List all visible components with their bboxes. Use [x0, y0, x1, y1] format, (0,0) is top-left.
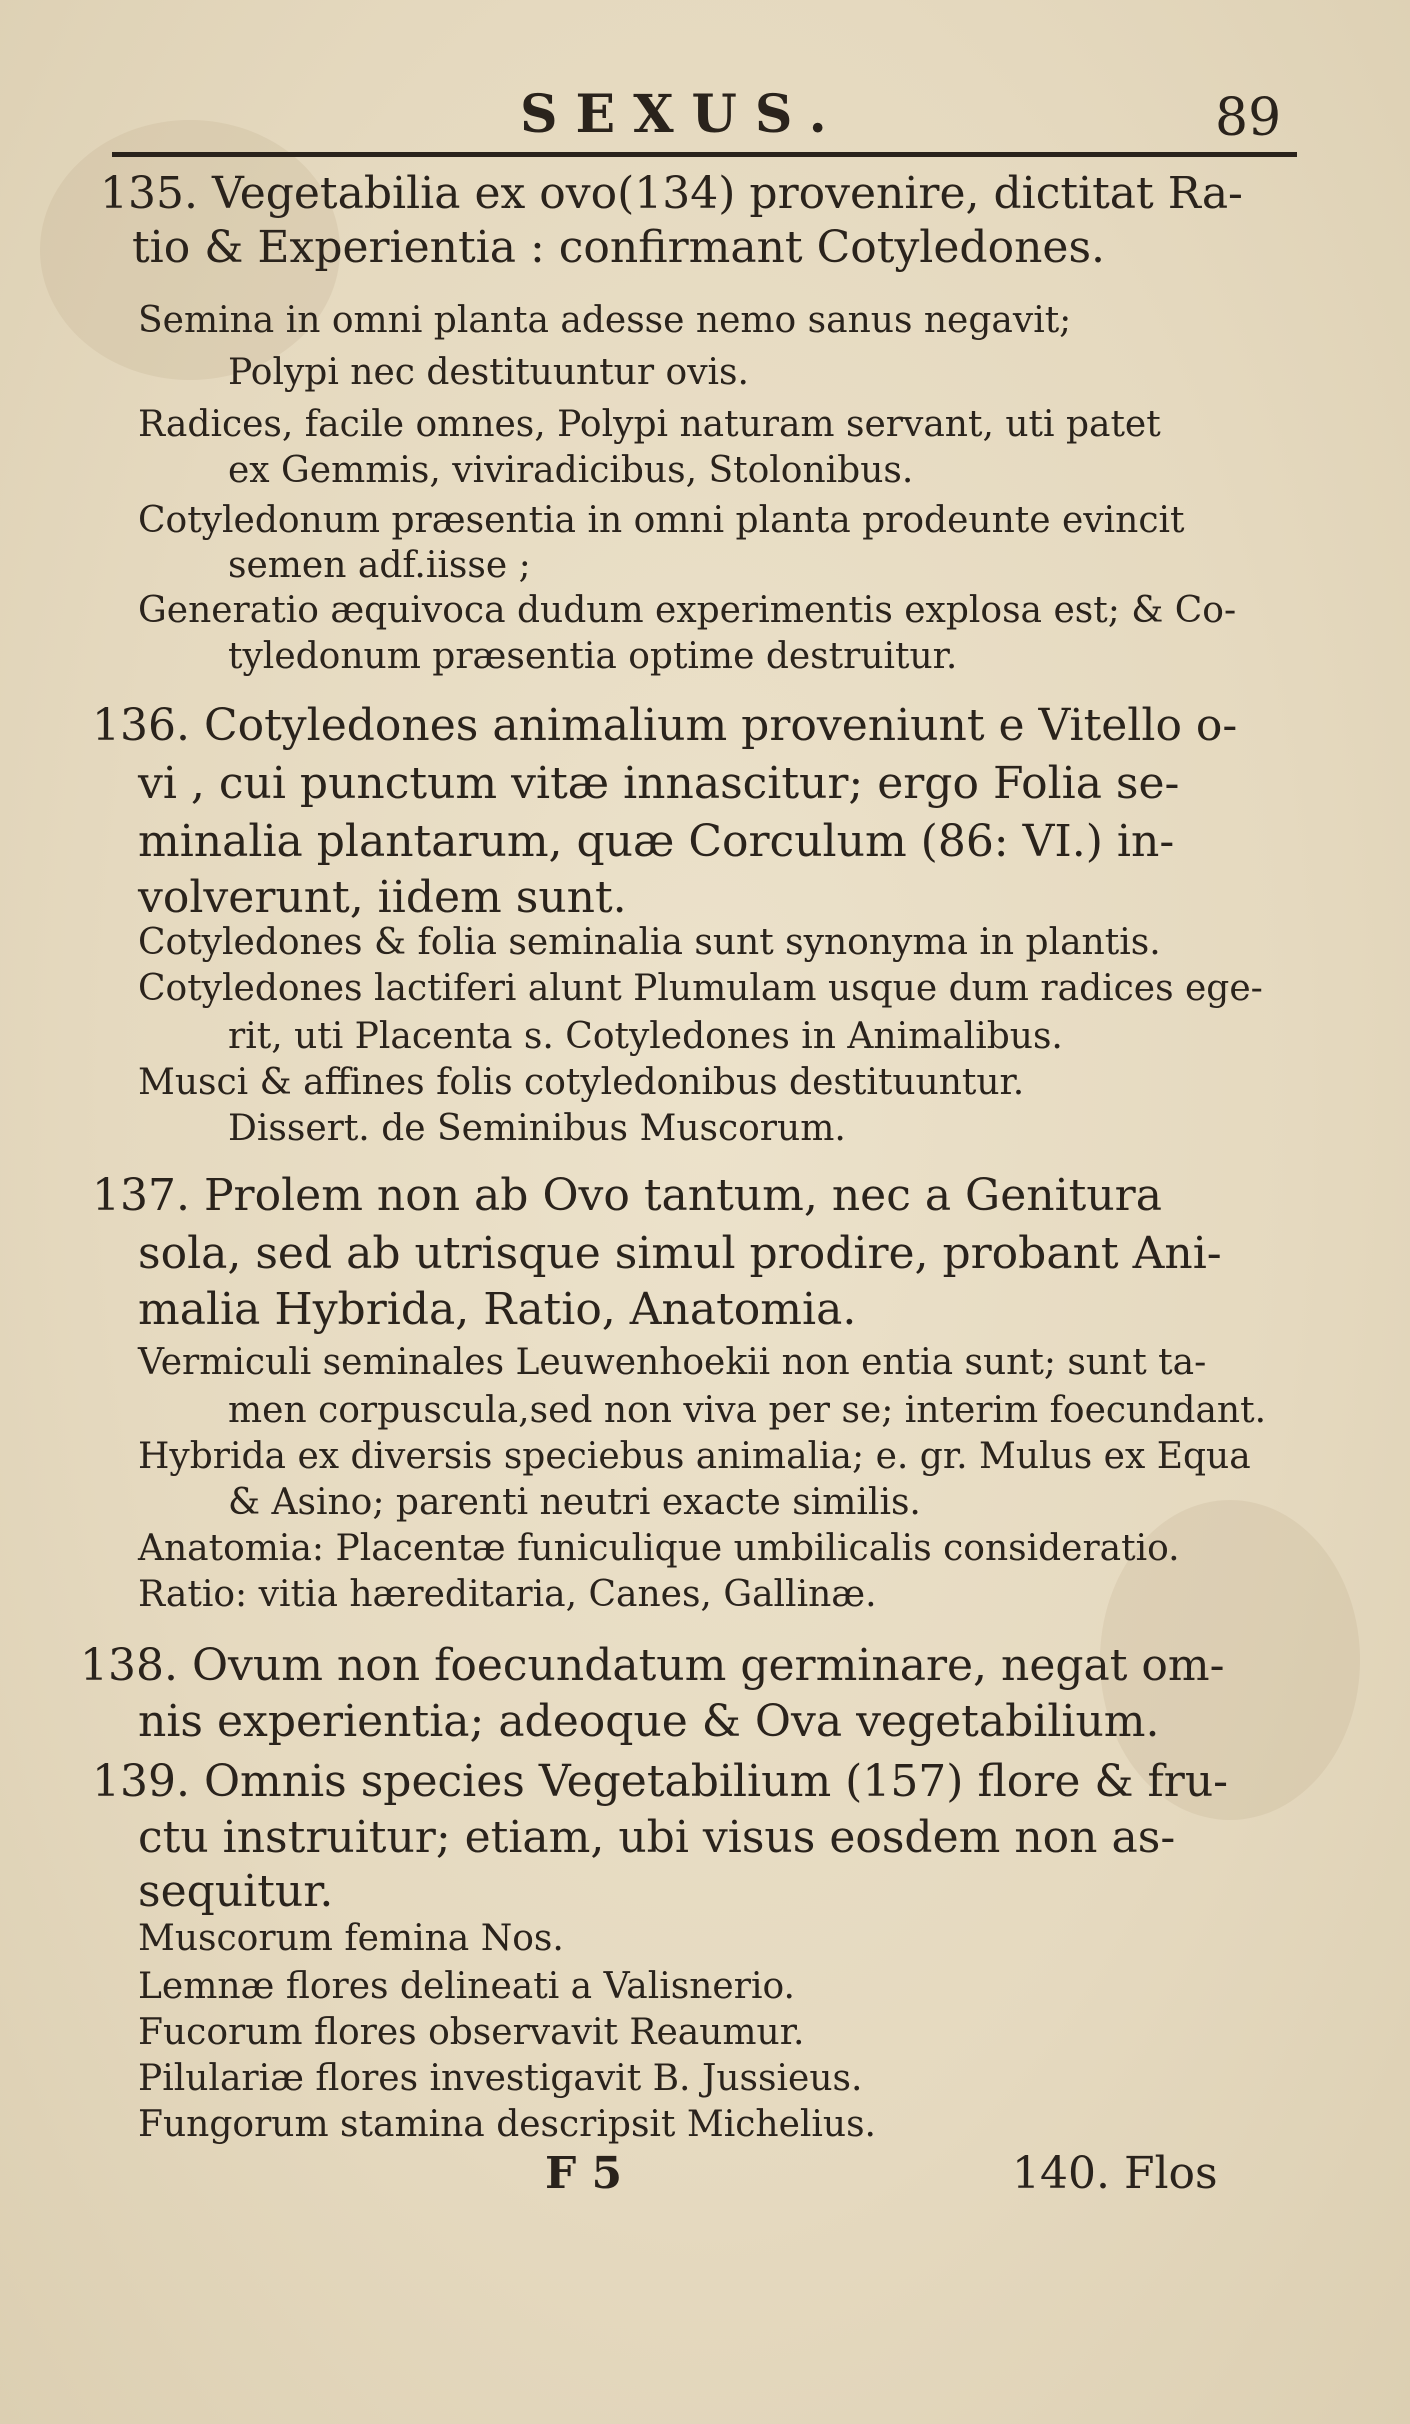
running-header [0, 78, 1410, 148]
text-line: Hybrida ex diversis speciebus animalia; e. gr. Mulus ex Equa [138, 1436, 1251, 1477]
text-line: men corpuscula,sed non viva per se; interim foecundant. [228, 1390, 1267, 1431]
text-line: 136. Cotyledones animalium proveniunt e Vitello o- [92, 700, 1238, 751]
text-line: sequitur. [138, 1866, 334, 1917]
text-line: ex Gemmis, viviradicibus, Stolonibus. [228, 450, 914, 491]
text-line: tio & Experientia : confirmant Cotyledones. [132, 222, 1106, 273]
running-title: SEXUS. [520, 84, 845, 145]
text-line: Semina in omni planta adesse nemo sanus negavit; [138, 300, 1072, 341]
text-line: Pilulariæ flores investigavit B. Jussieus. [138, 2058, 863, 2099]
catchword: 140. Flos [1012, 2148, 1218, 2199]
text-line: Polypi nec destituuntur ovis. [228, 352, 749, 393]
text-line: 137. Prolem non ab Ovo tantum, nec a Genitura [92, 1170, 1162, 1221]
text-line: Fungorum stamina descripsit Michelius. [138, 2104, 876, 2145]
text-line: Musci & affines folis cotyledonibus destituuntur. [138, 1062, 1025, 1103]
signature-mark: F 5 [545, 2148, 623, 2199]
text-line: Generatio æquivoca dudum experimentis explosa est; & Co- [138, 590, 1237, 631]
text-line: Anatomia: Placentæ funiculique umbilicalis consideratio. [138, 1528, 1180, 1569]
text-line: volverunt, iidem sunt. [138, 872, 627, 923]
text-line: vi , cui punctum vitæ innascitur; ergo Folia se- [138, 758, 1180, 809]
text-line: ctu instruitur; etiam, ubi visus eosdem non as- [138, 1812, 1176, 1863]
page-number: 89 [1215, 88, 1282, 148]
text-line: Ratio: vitia hæreditaria, Canes, Gallinæ. [138, 1574, 877, 1615]
text-line: Vermiculi seminales Leuwenhoekii non entia sunt; sunt ta- [138, 1342, 1207, 1383]
text-line: Fucorum flores observavit Reaumur. [138, 2012, 805, 2053]
text-line: Cotyledones & folia seminalia sunt synonyma in plantis. [138, 922, 1161, 963]
text-line: Lemnæ flores delineati a Valisnerio. [138, 1966, 795, 2007]
text-line: 138. Ovum non foecundatum germinare, negat om- [80, 1640, 1225, 1691]
text-line: tyledonum præsentia optime destruitur. [228, 636, 958, 677]
text-line: nis experientia; adeoque & Ova vegetabilium. [138, 1696, 1160, 1747]
text-line: sola, sed ab utrisque simul prodire, probant Ani- [138, 1228, 1222, 1279]
text-line: rit, uti Placenta s. Cotyledones in Animalibus. [228, 1016, 1063, 1057]
text-line: Cotyledonum præsentia in omni planta prodeunte evincit [138, 500, 1185, 541]
text-line: malia Hybrida, Ratio, Anatomia. [138, 1284, 857, 1335]
text-line: minalia plantarum, quæ Corculum (86: VI.) in- [138, 816, 1175, 867]
text-line: Radices, facile omnes, Polypi naturam servant, uti patet [138, 404, 1161, 445]
header-rule [112, 152, 1297, 157]
text-line: & Asino; parenti neutri exacte similis. [228, 1482, 921, 1523]
text-line: 135. Vegetabilia ex ovo(134) provenire, dictitat Ra- [100, 168, 1243, 219]
text-line: 139. Omnis species Vegetabilium (157) flore & fru- [92, 1756, 1229, 1807]
text-line: semen adf.iisse ; [228, 545, 531, 586]
text-line: Muscorum femina Nos. [138, 1918, 564, 1959]
text-line: Cotyledones lactiferi alunt Plumulam usque dum radices ege- [138, 968, 1263, 1009]
text-line: Dissert. de Seminibus Muscorum. [228, 1108, 846, 1149]
